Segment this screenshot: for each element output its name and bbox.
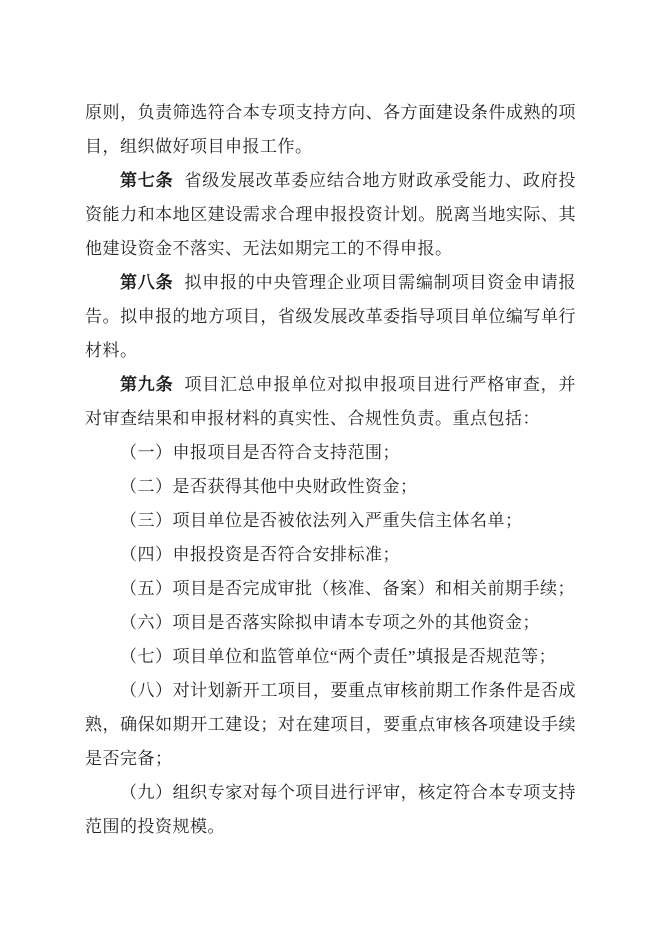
article-text-9: 项目汇总申报单位对拟申报项目进行严格审查，并对审查结果和申报材料的真实性、合规性负责。重点包括： bbox=[85, 375, 576, 428]
article-number-9: 第九条 bbox=[120, 375, 174, 394]
paragraph-continuation bbox=[85, 96, 576, 164]
list-item-2 bbox=[85, 470, 576, 504]
list-item-5 bbox=[85, 572, 576, 606]
list-item-text: （三）项目单位是否被依法列入严重失信主体名单； bbox=[120, 511, 523, 530]
article-number-7: 第七条 bbox=[120, 171, 174, 190]
list-item-3 bbox=[85, 504, 576, 538]
list-item-text: （一）申报项目是否符合支持范围； bbox=[120, 443, 400, 462]
list-item-text: （九）组织专家对每个项目进行评审，核定符合本专项支持范围的投资规模。 bbox=[85, 783, 576, 836]
list-item-9 bbox=[85, 776, 576, 844]
list-item-6 bbox=[85, 606, 576, 640]
list-item-text: （二）是否获得其他中央财政性资金； bbox=[120, 477, 418, 496]
list-item-text: （四）申报投资是否符合安排标准； bbox=[120, 545, 400, 564]
list-item-1 bbox=[85, 436, 576, 470]
list-item-4 bbox=[85, 538, 576, 572]
list-item-8 bbox=[85, 674, 576, 776]
list-item-7 bbox=[85, 640, 576, 674]
article-clause-7 bbox=[85, 164, 576, 266]
article-clause-9 bbox=[85, 368, 576, 436]
article-text-7: 省级发展改革委应结合地方财政承受能力、政府投资能力和本地区建设需求合理申报投资计划。脱离当地实际、其他建设资金不落实、无法如期完工的不得申报。 bbox=[85, 171, 576, 258]
article-number-8: 第八条 bbox=[120, 273, 174, 292]
paragraph-text: 原则，负责筛选符合本专项支持方向、各方面建设条件成熟的项目，组织做好项目申报工作。 bbox=[85, 103, 576, 156]
list-item-text: （八）对计划新开工项目，要重点审核前期工作条件是否成熟，确保如期开工建设；对在建项目，要重点审核各项建设手续是否完备； bbox=[85, 681, 576, 768]
article-clause-8 bbox=[85, 266, 576, 368]
list-item-text: （五）项目是否完成审批（核准、备案）和相关前期手续； bbox=[120, 579, 575, 598]
list-item-text: （七）项目单位和监管单位“两个责任”填报是否规范等； bbox=[120, 647, 557, 666]
article-text-8: 拟申报的中央管理企业项目需编制项目资金申请报告。拟申报的地方项目，省级发展改革委指导项目单位编写单行材料。 bbox=[85, 273, 576, 360]
list-item-text: （六）项目是否落实除拟申请本专项之外的其他资金； bbox=[120, 613, 540, 632]
